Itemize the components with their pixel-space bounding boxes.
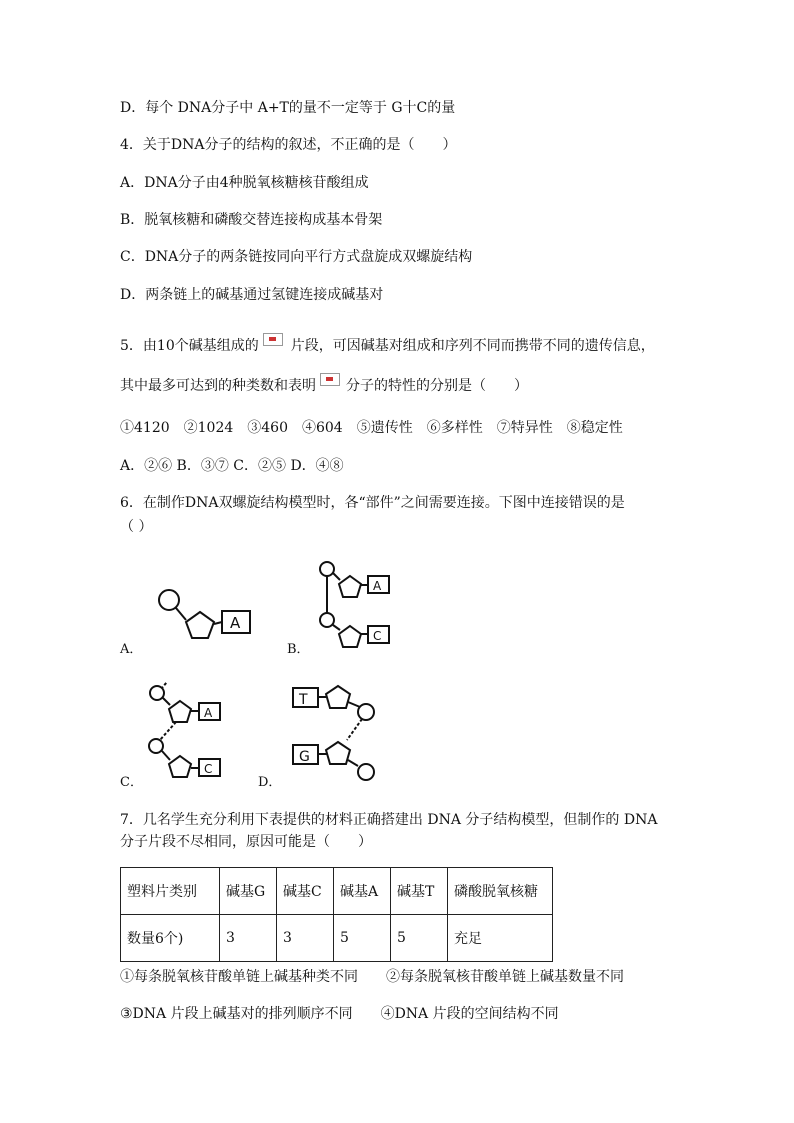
phosphate-circle	[358, 704, 374, 720]
table-cell: 3	[277, 915, 334, 962]
q6-stem-line2: （ ）	[120, 519, 153, 535]
bond-line	[348, 702, 360, 707]
sugar-pentagon	[326, 742, 350, 764]
q7-stem-line1: 7．几名学生充分利用下表提供的材料正确搭建出 DNA 分子结构模型，但制作的 DNA	[120, 812, 658, 828]
bond-line	[348, 760, 358, 766]
dashed-bond	[347, 719, 362, 740]
q4-option-a: A．DNA分子由4种脱氧核糖核苷酸组成	[120, 175, 369, 191]
q4-stem: 4．关于DNA分子的结构的叙述，不正确的是（ ）	[120, 137, 457, 153]
phosphate-circle	[150, 686, 164, 700]
table-cell: 数量6个)	[121, 915, 220, 962]
table-header-cell: 碱基A	[334, 868, 391, 915]
q6-stem: 6．在制作DNA双螺旋结构模型时，各“部件”之间需要连接。下图中连接错误的是	[120, 495, 625, 511]
sugar-pentagon	[169, 756, 191, 777]
phosphate-circle	[149, 739, 163, 753]
q5-choices: ①4120 ②1024 ③460 ④604 ⑤遗传性 ⑥多样性 ⑦特异性 ⑧稳定性	[120, 420, 623, 436]
table-header-cell: 碱基T	[391, 868, 448, 915]
table-header-cell: 塑料片类别	[121, 868, 220, 915]
table-header-row	[121, 868, 553, 915]
table-cell: 3	[220, 915, 277, 962]
bond-line	[176, 608, 186, 620]
materials-table	[120, 867, 553, 962]
bond-line	[162, 751, 170, 760]
dashed-bond	[160, 722, 176, 740]
base-letter-c-top: A	[204, 706, 213, 720]
sugar-pentagon	[169, 701, 191, 722]
q7-option-line1: ①每条脱氧核苷酸单链上碱基种类不同 ②每条脱氧核苷酸单链上碱基数量不同	[120, 969, 624, 985]
phosphate-circle	[358, 764, 374, 780]
base-letter-b-top: A	[373, 579, 382, 593]
sugar-pentagon	[339, 626, 361, 647]
base-letter-b-bottom: C	[373, 629, 382, 643]
q5-answers: A．②⑥ B．③⑦ C．②⑤ D．④⑧	[120, 458, 344, 474]
figure-label-b: B．	[287, 642, 310, 657]
bond-line	[333, 625, 340, 630]
q4-option-c: C．DNA分子的两条链按同向平行方式盘旋成双螺旋结构	[120, 249, 473, 265]
table-header-cell: 碱基C	[277, 868, 334, 915]
q4-option-d: D．两条链上的碱基通过氢键连接成碱基对	[120, 287, 384, 303]
figure-label-a: A．	[120, 642, 143, 657]
q5-stem-part1: 5．由10个碱基组成的	[120, 338, 259, 354]
q5-line2-part1: 其中最多可达到的种类数和表明	[120, 378, 316, 394]
table-cell: 充足	[448, 915, 553, 962]
q3-option-d: D．每个 DNA分子中 A+T的量不一定等于 G十C的量	[120, 100, 456, 116]
figure-label-c: C．	[120, 775, 143, 790]
base-letter-d-top: T	[299, 692, 308, 708]
table-header-cell: 碱基G	[220, 868, 277, 915]
base-letter-a: A	[230, 614, 241, 632]
q7-option-line2: ③DNA 片段上碱基对的排列顺序不同 ④DNA 片段的空间结构不同	[120, 1006, 559, 1022]
q4-option-b: B．脱氧核糖和磷酸交替连接构成基本骨架	[120, 212, 383, 228]
table-header-cell: 磷酸脱氧核糖	[448, 868, 553, 915]
bond-line	[333, 573, 340, 580]
table-cell: 5	[391, 915, 448, 962]
base-letter-c-bottom: C	[204, 762, 213, 776]
base-letter-d-bottom: G	[299, 749, 310, 765]
phosphate-circle	[159, 590, 179, 610]
figure-label-d: D．	[258, 775, 282, 790]
q5-stem-part2: 片段，可因碱基对组成和序列不同而携带不同的遗传信息，	[290, 338, 655, 354]
phosphate-circle	[320, 613, 334, 627]
q5-line2-part2: 分子的特性的分别是（ ）	[346, 378, 528, 394]
sugar-pentagon	[186, 612, 214, 638]
table-cell: 5	[334, 915, 391, 962]
sugar-pentagon	[339, 576, 361, 597]
phosphate-circle	[320, 562, 334, 576]
bond-line	[163, 698, 170, 705]
bond-line	[214, 622, 222, 624]
q7-stem-line2: 分子片段不尽相同，原因可能是（ ）	[120, 834, 372, 850]
table-row	[121, 915, 553, 962]
sugar-pentagon	[326, 686, 350, 708]
